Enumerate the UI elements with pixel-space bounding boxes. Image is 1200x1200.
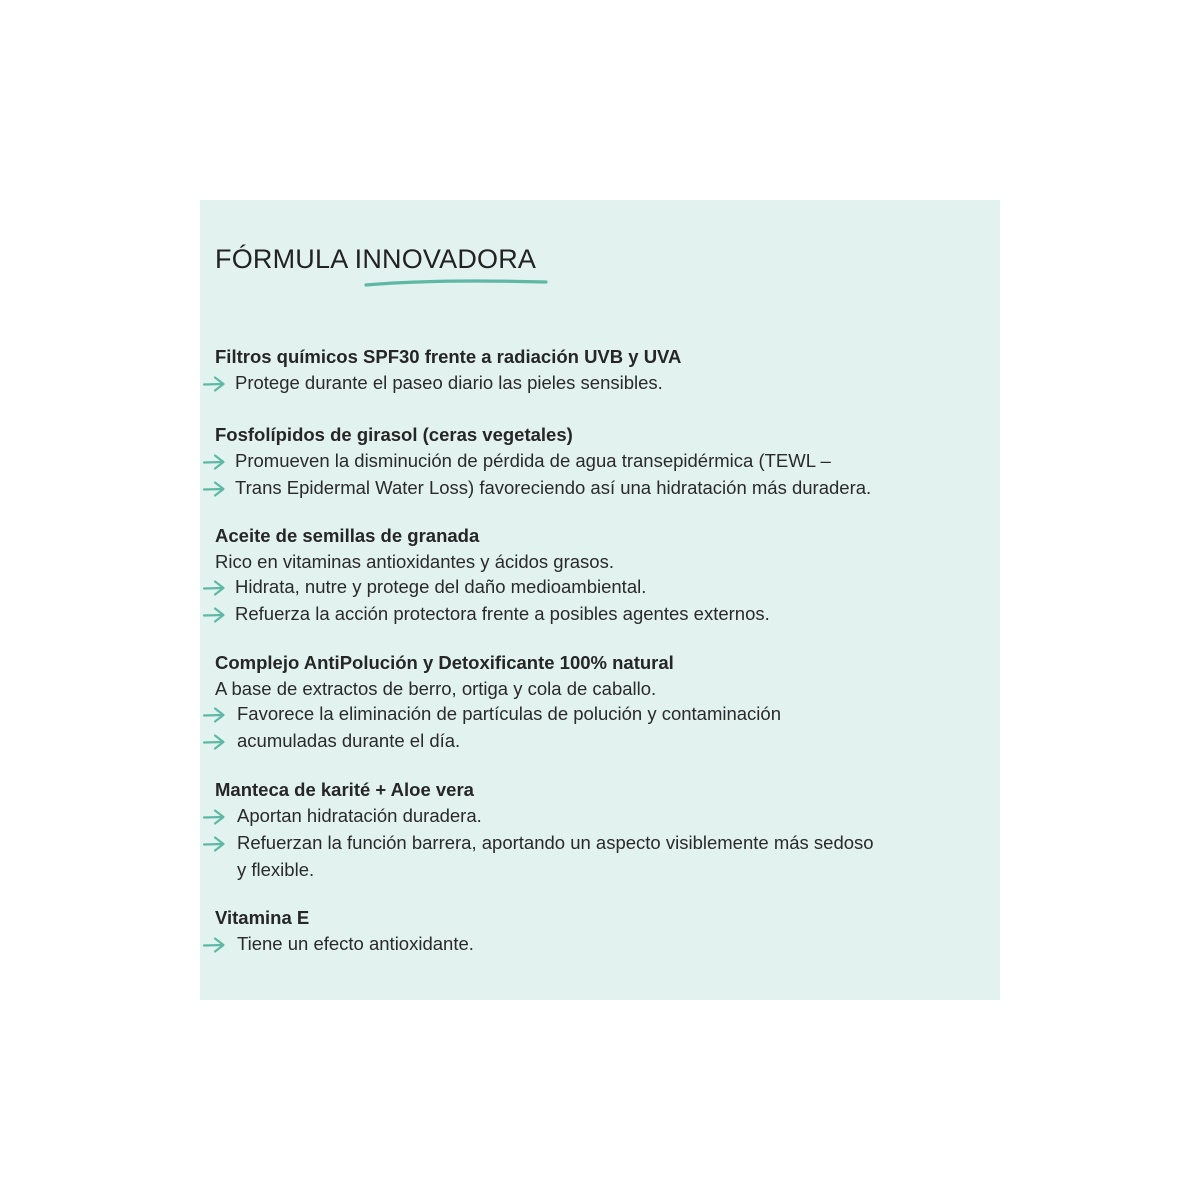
arrow-right-icon bbox=[202, 605, 228, 625]
bullet-text: Favorece la eliminación de partículas de polución y contaminación bbox=[237, 703, 781, 724]
section-heading: Fosfolípidos de girasol (ceras vegetales) bbox=[215, 424, 573, 445]
arrow-right-icon bbox=[202, 807, 228, 827]
arrow-right-icon bbox=[202, 834, 228, 854]
section-heading: Vitamina E bbox=[215, 907, 310, 928]
ingredient-sections bbox=[200, 200, 1000, 1000]
section-heading: Manteca de karité + Aloe vera bbox=[215, 779, 474, 800]
arrow-right-icon bbox=[202, 479, 228, 499]
arrow-right-icon bbox=[202, 935, 228, 955]
bullet-text: Hidrata, nutre y protege del daño medioambiental. bbox=[235, 576, 647, 597]
bullet-text: Aportan hidratación duradera. bbox=[237, 804, 482, 826]
bullet-text: Protege durante el paseo diario las pieles sensibles. bbox=[235, 371, 663, 393]
bullet-text: Trans Epidermal Water Loss) favoreciendo así una hidratación más duradera. bbox=[235, 476, 872, 498]
arrow-right-icon bbox=[202, 452, 228, 472]
formula-panel bbox=[200, 200, 1000, 1000]
bullet-text: Tiene un efecto antioxidante. bbox=[237, 932, 474, 954]
arrow-right-icon bbox=[202, 705, 228, 725]
arrow-right-icon bbox=[202, 578, 228, 598]
section-heading: Filtros químicos SPF30 frente a radiación UVB y UVA bbox=[215, 346, 682, 367]
arrow-right-icon bbox=[202, 732, 228, 752]
section-heading: Aceite de semillas de granada bbox=[215, 525, 480, 546]
bullet-text: Promueven la disminución de pérdida de agua transepidérmica (TEWL – bbox=[235, 449, 831, 471]
arrow-right-icon bbox=[202, 374, 228, 394]
bullet-continuation: y flexible. bbox=[237, 858, 315, 880]
section-description: Rico en vitaminas antioxidantes y ácidos grasos. bbox=[215, 550, 614, 572]
bullet-text: acumuladas durante el día. bbox=[237, 730, 461, 751]
section-description: A base de extractos de berro, ortiga y cola de caballo. bbox=[215, 677, 657, 699]
bullet-text: Refuerzan la función barrera, aportando un aspecto visiblemente más sedoso bbox=[237, 831, 874, 853]
section-heading: Complejo AntiPolución y Detoxificante 100% natural bbox=[215, 652, 674, 673]
bullet-text: Refuerza la acción protectora frente a posibles agentes externos. bbox=[235, 603, 770, 624]
page-title: FÓRMULA INNOVADORA bbox=[215, 244, 537, 274]
